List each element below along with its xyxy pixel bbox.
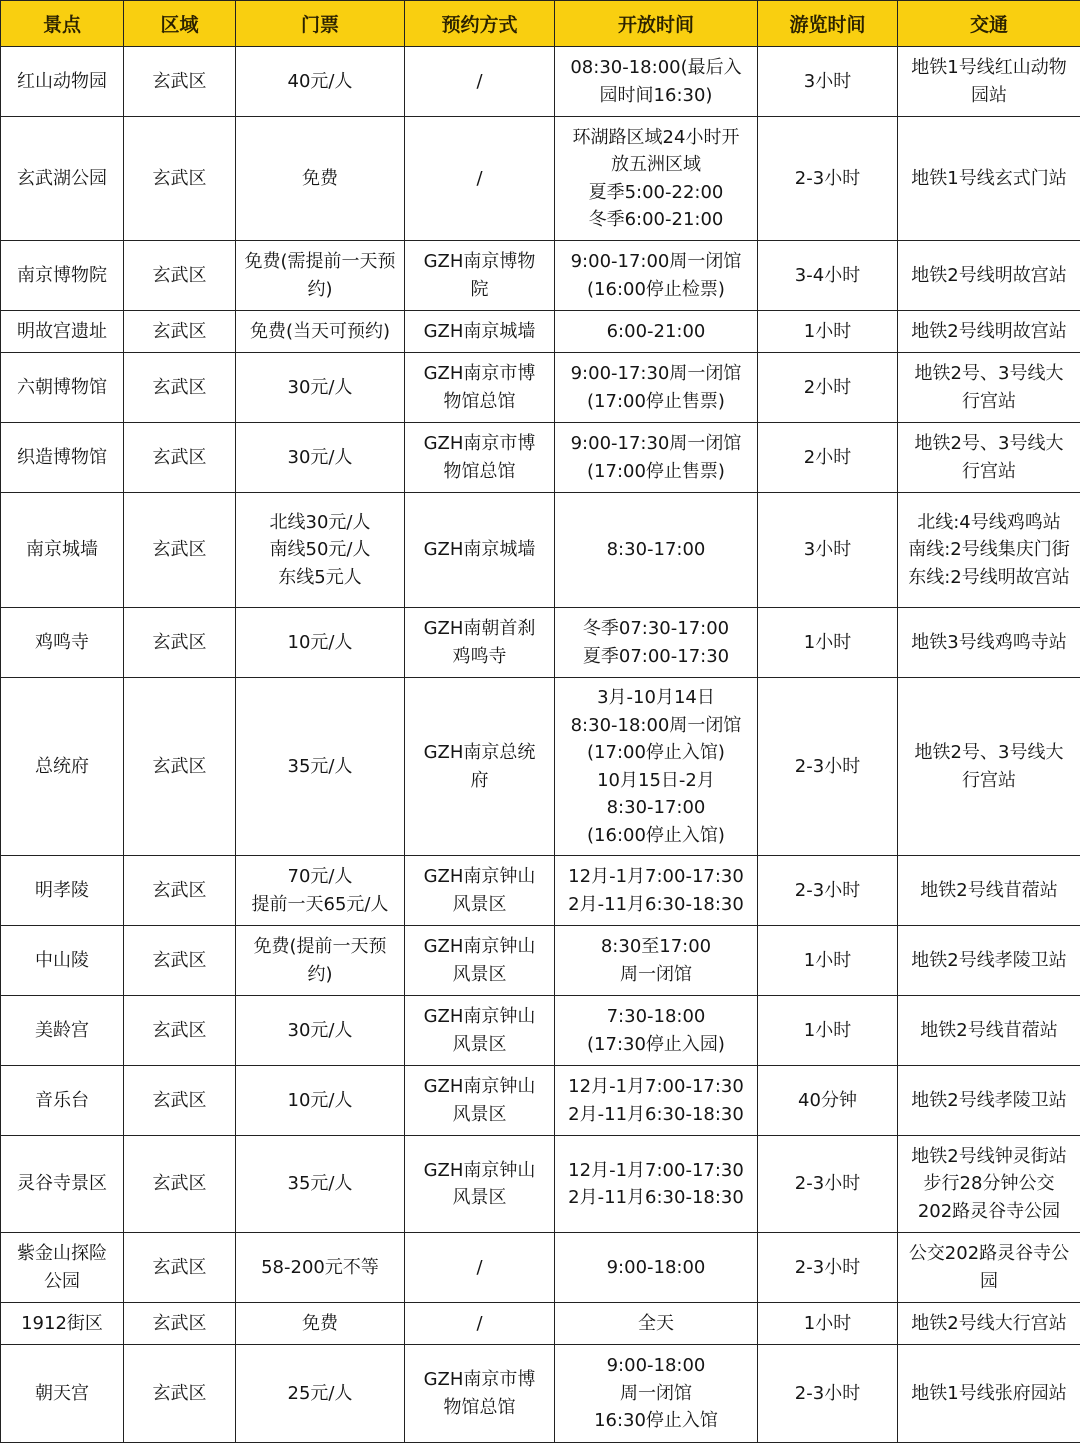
transport-cell: 地铁2号线明故宫站 <box>898 311 1080 353</box>
table-row <box>1 678 1080 856</box>
table-row <box>1 608 1080 678</box>
duration-cell: 2小时 <box>758 423 898 493</box>
table-row <box>1 1066 1080 1136</box>
booking-cell: GZH南京钟山 风景区 <box>405 1066 555 1136</box>
hours-cell: 9:00-17:30周一闭馆 (17:00停止售票) <box>555 353 758 423</box>
ticket-cell: 10元/人 <box>236 1066 405 1136</box>
booking-cell: GZH南京博物 院 <box>405 241 555 311</box>
transport-cell: 地铁2号线大行宫站 <box>898 1303 1080 1345</box>
duration-cell: 1小时 <box>758 926 898 996</box>
transport-cell: 地铁1号线张府园站 <box>898 1345 1080 1443</box>
hours-cell: 3月-10月14日 8:30-18:00周一闭馆 (17:00停止入馆) 10月15日-2月 8:30-17:00 (16:00停止入馆) <box>555 678 758 856</box>
booking-cell: GZH南京城墙 <box>405 311 555 353</box>
attraction-cell: 紫金山探险 公园 <box>1 1233 124 1303</box>
transport-cell: 地铁2号线明故宫站 <box>898 241 1080 311</box>
ticket-cell: 35元/人 <box>236 678 405 856</box>
header-visit-duration: 游览时间 <box>758 1 898 47</box>
booking-cell: GZH南京市博 物馆总馆 <box>405 353 555 423</box>
hours-cell: 冬季07:30-17:00 夏季07:00-17:30 <box>555 608 758 678</box>
hours-cell: 9:00-17:00周一闭馆 (16:00停止检票) <box>555 241 758 311</box>
district-cell: 玄武区 <box>124 311 236 353</box>
attraction-cell: 美龄宫 <box>1 996 124 1066</box>
booking-cell: / <box>405 117 555 241</box>
booking-cell: GZH南京钟山 风景区 <box>405 926 555 996</box>
duration-cell: 3-4小时 <box>758 241 898 311</box>
attraction-cell: 总统府 <box>1 678 124 856</box>
district-cell: 玄武区 <box>124 926 236 996</box>
duration-cell: 2-3小时 <box>758 856 898 926</box>
ticket-cell: 免费(提前一天预 约) <box>236 926 405 996</box>
header-district: 区域 <box>124 1 236 47</box>
table-row <box>1 1345 1080 1443</box>
table-row <box>1 423 1080 493</box>
hours-cell: 环湖路区域24小时开 放五洲区域 夏季5:00-22:00 冬季6:00-21:00 <box>555 117 758 241</box>
attraction-cell: 明孝陵 <box>1 856 124 926</box>
table-row <box>1 353 1080 423</box>
duration-cell: 1小时 <box>758 996 898 1066</box>
duration-cell: 2-3小时 <box>758 678 898 856</box>
ticket-cell: 北线30元/人 南线50元/人 东线5元人 <box>236 493 405 608</box>
hours-cell: 6:00-21:00 <box>555 311 758 353</box>
ticket-cell: 58-200元不等 <box>236 1233 405 1303</box>
district-cell: 玄武区 <box>124 493 236 608</box>
duration-cell: 1小时 <box>758 608 898 678</box>
transport-cell: 地铁2号线苜蓿站 <box>898 856 1080 926</box>
attraction-cell: 鸡鸣寺 <box>1 608 124 678</box>
attraction-cell: 南京博物院 <box>1 241 124 311</box>
duration-cell: 2-3小时 <box>758 1345 898 1443</box>
attraction-cell: 南京城墙 <box>1 493 124 608</box>
hours-cell: 9:00-18:00 周一闭馆 16:30停止入馆 <box>555 1345 758 1443</box>
booking-cell: / <box>405 1303 555 1345</box>
ticket-cell: 免费 <box>236 117 405 241</box>
header-opening-hours: 开放时间 <box>555 1 758 47</box>
duration-cell: 2-3小时 <box>758 1233 898 1303</box>
district-cell: 玄武区 <box>124 241 236 311</box>
hours-cell: 9:00-18:00 <box>555 1233 758 1303</box>
ticket-cell: 35元/人 <box>236 1136 405 1233</box>
booking-cell: GZH南京总统 府 <box>405 678 555 856</box>
attraction-cell: 朝天宫 <box>1 1345 124 1443</box>
booking-cell: GZH南京钟山 风景区 <box>405 1136 555 1233</box>
attraction-cell: 中山陵 <box>1 926 124 996</box>
hours-cell: 08:30-18:00(最后入 园时间16:30) <box>555 47 758 117</box>
attraction-cell: 六朝博物馆 <box>1 353 124 423</box>
table-row <box>1 856 1080 926</box>
ticket-cell: 70元/人 提前一天65元/人 <box>236 856 405 926</box>
transport-cell: 地铁2号、3号线大 行宫站 <box>898 423 1080 493</box>
ticket-cell: 40元/人 <box>236 47 405 117</box>
hours-cell: 全天 <box>555 1303 758 1345</box>
ticket-cell: 免费 <box>236 1303 405 1345</box>
table-row <box>1 47 1080 117</box>
table-row <box>1 996 1080 1066</box>
transport-cell: 北线:4号线鸡鸣站 南线:2号线集庆门街 东线:2号线明故宫站 <box>898 493 1080 608</box>
booking-cell: / <box>405 47 555 117</box>
transport-cell: 地铁3号线鸡鸣寺站 <box>898 608 1080 678</box>
attraction-cell: 织造博物馆 <box>1 423 124 493</box>
district-cell: 玄武区 <box>124 996 236 1066</box>
duration-cell: 3小时 <box>758 493 898 608</box>
ticket-cell: 免费(需提前一天预 约) <box>236 241 405 311</box>
district-cell: 玄武区 <box>124 1303 236 1345</box>
attraction-cell: 音乐台 <box>1 1066 124 1136</box>
district-cell: 玄武区 <box>124 1345 236 1443</box>
header-row <box>1 1 1080 47</box>
booking-cell: GZH南朝首刹 鸡鸣寺 <box>405 608 555 678</box>
duration-cell: 1小时 <box>758 311 898 353</box>
transport-cell: 地铁2号线孝陵卫站 <box>898 926 1080 996</box>
ticket-cell: 25元/人 <box>236 1345 405 1443</box>
booking-cell: / <box>405 1233 555 1303</box>
ticket-cell: 30元/人 <box>236 996 405 1066</box>
attraction-cell: 玄武湖公园 <box>1 117 124 241</box>
table-row <box>1 311 1080 353</box>
table-row <box>1 1233 1080 1303</box>
duration-cell: 3小时 <box>758 47 898 117</box>
booking-cell: GZH南京市博 物馆总馆 <box>405 423 555 493</box>
district-cell: 玄武区 <box>124 1233 236 1303</box>
hours-cell: 8:30-17:00 <box>555 493 758 608</box>
header-attraction: 景点 <box>1 1 124 47</box>
table-row <box>1 1303 1080 1345</box>
transport-cell: 地铁2号线钟灵街站 步行28分钟公交 202路灵谷寺公园 <box>898 1136 1080 1233</box>
district-cell: 玄武区 <box>124 608 236 678</box>
hours-cell: 12月-1月7:00-17:30 2月-11月6:30-18:30 <box>555 1066 758 1136</box>
table-row <box>1 1136 1080 1233</box>
header-ticket: 门票 <box>236 1 405 47</box>
hours-cell: 9:00-17:30周一闭馆 (17:00停止售票) <box>555 423 758 493</box>
duration-cell: 1小时 <box>758 1303 898 1345</box>
district-cell: 玄武区 <box>124 47 236 117</box>
booking-cell: GZH南京市博 物馆总馆 <box>405 1345 555 1443</box>
booking-cell: GZH南京钟山 风景区 <box>405 996 555 1066</box>
ticket-cell: 30元/人 <box>236 353 405 423</box>
district-cell: 玄武区 <box>124 856 236 926</box>
district-cell: 玄武区 <box>124 1066 236 1136</box>
transport-cell: 地铁1号线红山动物 园站 <box>898 47 1080 117</box>
transport-cell: 公交202路灵谷寺公 园 <box>898 1233 1080 1303</box>
transport-cell: 地铁1号线玄式门站 <box>898 117 1080 241</box>
ticket-cell: 免费(当天可预约) <box>236 311 405 353</box>
transport-cell: 地铁2号线苜蓿站 <box>898 996 1080 1066</box>
booking-cell: GZH南京城墙 <box>405 493 555 608</box>
header-booking: 预约方式 <box>405 1 555 47</box>
district-cell: 玄武区 <box>124 678 236 856</box>
table-row <box>1 241 1080 311</box>
hours-cell: 8:30至17:00 周一闭馆 <box>555 926 758 996</box>
duration-cell: 2-3小时 <box>758 1136 898 1233</box>
district-cell: 玄武区 <box>124 1136 236 1233</box>
transport-cell: 地铁2号、3号线大 行宫站 <box>898 678 1080 856</box>
district-cell: 玄武区 <box>124 353 236 423</box>
district-cell: 玄武区 <box>124 423 236 493</box>
table-row <box>1 493 1080 608</box>
table-row <box>1 926 1080 996</box>
attraction-cell: 1912街区 <box>1 1303 124 1345</box>
transport-cell: 地铁2号、3号线大 行宫站 <box>898 353 1080 423</box>
duration-cell: 2小时 <box>758 353 898 423</box>
hours-cell: 12月-1月7:00-17:30 2月-11月6:30-18:30 <box>555 856 758 926</box>
duration-cell: 2-3小时 <box>758 117 898 241</box>
booking-cell: GZH南京钟山 风景区 <box>405 856 555 926</box>
hours-cell: 7:30-18:00 (17:30停止入园) <box>555 996 758 1066</box>
district-cell: 玄武区 <box>124 117 236 241</box>
table-row <box>1 117 1080 241</box>
table-body <box>1 47 1080 1443</box>
attraction-cell: 明故宫遗址 <box>1 311 124 353</box>
duration-cell: 40分钟 <box>758 1066 898 1136</box>
ticket-cell: 10元/人 <box>236 608 405 678</box>
ticket-cell: 30元/人 <box>236 423 405 493</box>
transport-cell: 地铁2号线孝陵卫站 <box>898 1066 1080 1136</box>
attraction-cell: 红山动物园 <box>1 47 124 117</box>
hours-cell: 12月-1月7:00-17:30 2月-11月6:30-18:30 <box>555 1136 758 1233</box>
attraction-cell: 灵谷寺景区 <box>1 1136 124 1233</box>
header-transport: 交通 <box>898 1 1080 47</box>
